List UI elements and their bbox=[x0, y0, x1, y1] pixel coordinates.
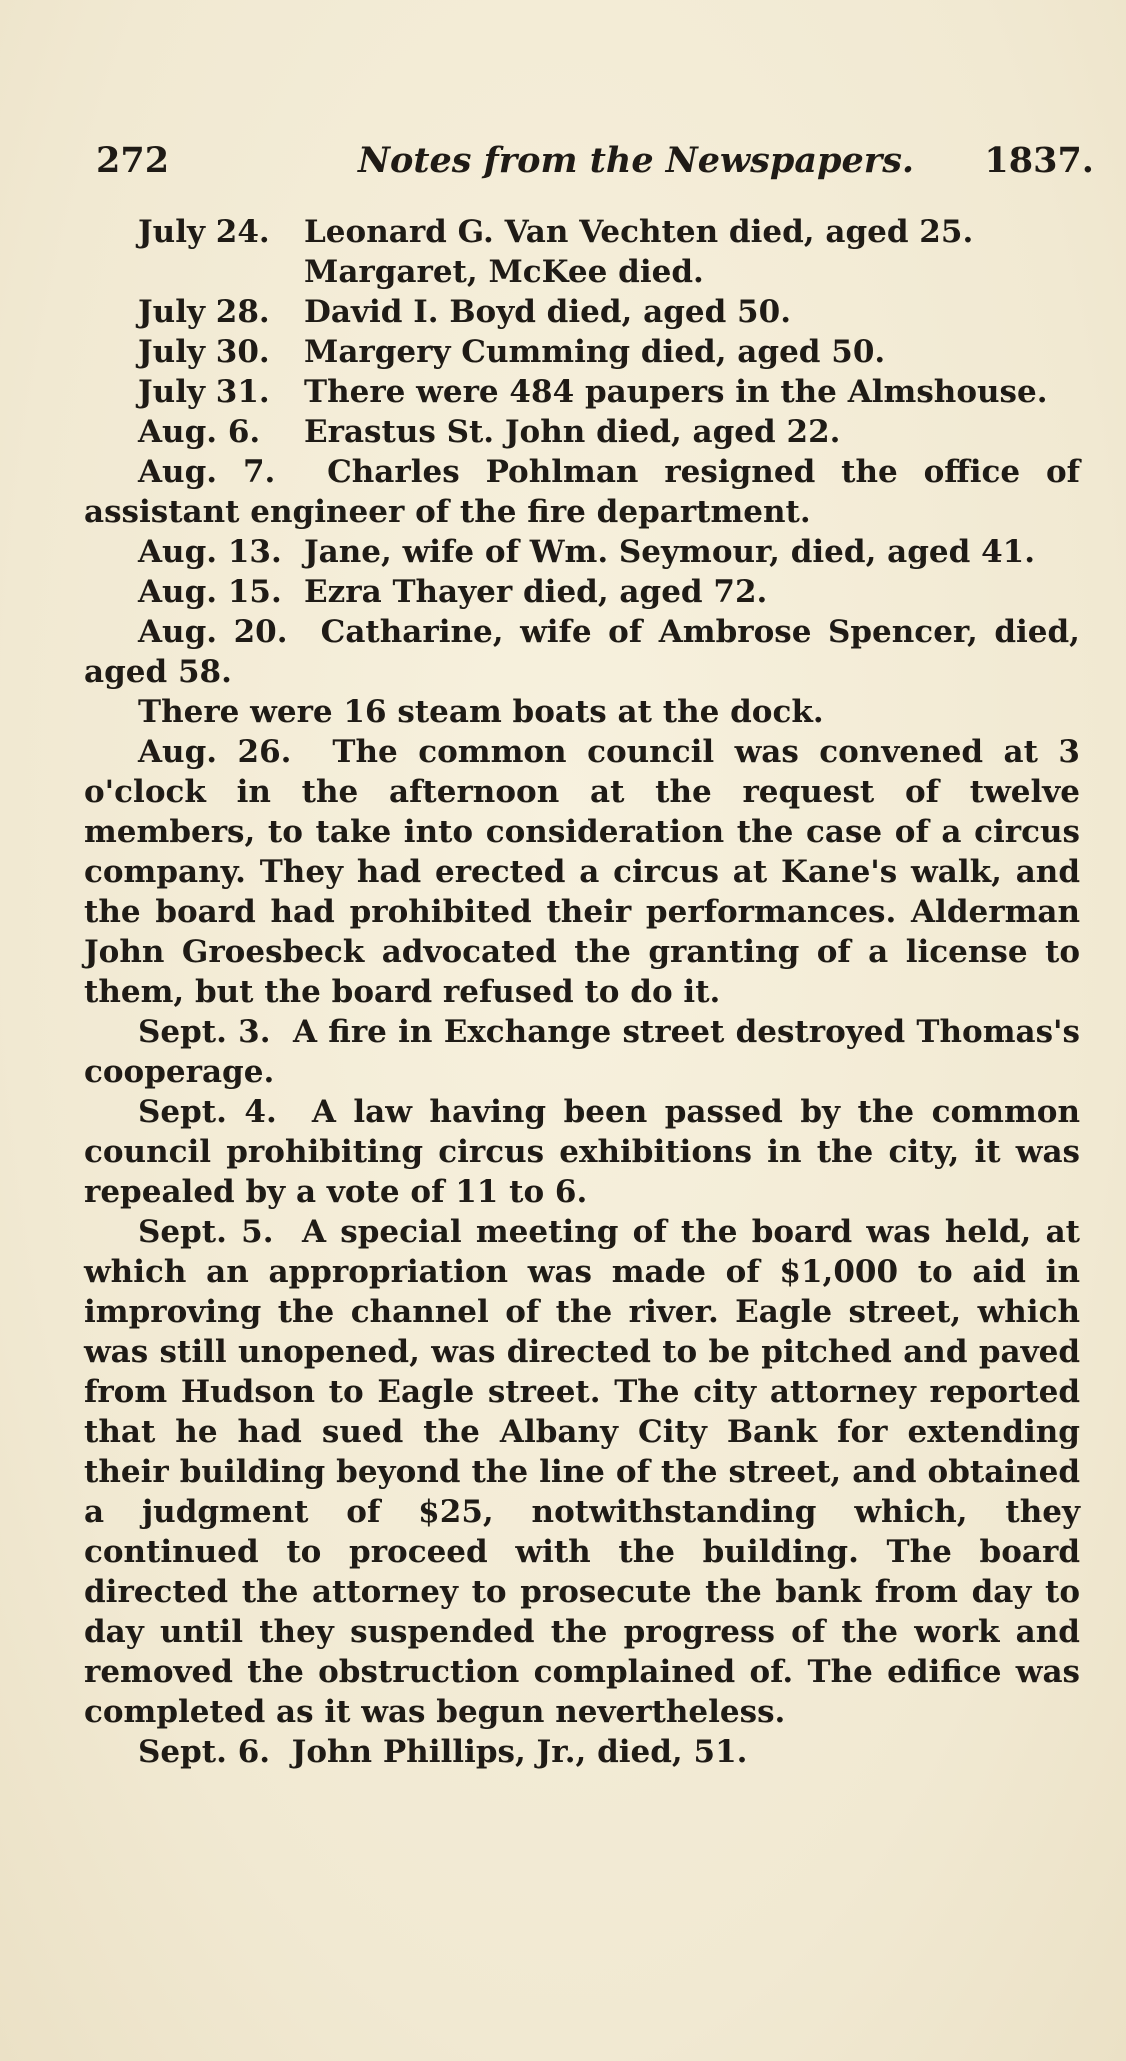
entry-date: July 31. bbox=[138, 374, 270, 410]
entry-text: A special meeting of the board was held, at which an appropriation was made of $1,000 to aid in improving the channel of the river. Eagle street, which was still unopened, was directed to be pitched and paved from Hudson to Eagle street. The city attorney reported that he had sued the Albany City Bank for extending their building beyond the line of the street, and obtained a judgment of $25, notwithstanding which, they continued to proceed with the building. The board directed the attorney to prosecute the bank from day to day until they suspended the progress of the work and removed the obstruction complained of. The edifice was completed as it was begun nevertheless. bbox=[84, 1214, 1080, 1730]
entry-text: Erastus St. John died, aged 22. bbox=[304, 414, 841, 450]
entry-date: Sept. 4. bbox=[138, 1094, 277, 1130]
entry-aug-20-continued bbox=[84, 692, 1080, 732]
entry-aug-15 bbox=[84, 572, 1080, 612]
entry-text: The common council was convened at 3 o'clock in the afternoon at the request of twelve members, to take into consideration the case of a circus company. They had erected a circus at Kane's walk, and the board had prohibited their performances. Alderman John Groesbeck advocated the granting of a license to them, but the board refused to do it. bbox=[84, 734, 1080, 1010]
entry-text: John Phillips, Jr., died, 51. bbox=[291, 1734, 748, 1770]
entry-aug-13 bbox=[84, 532, 1080, 572]
entry-date: Sept. 5. bbox=[138, 1214, 274, 1250]
running-title: Notes from the Newspapers. bbox=[358, 140, 915, 181]
entry-date: Aug. 26. bbox=[138, 734, 292, 770]
entry-text: There were 484 paupers in the Almshouse. bbox=[304, 374, 1048, 410]
entry-july-24-continued bbox=[84, 252, 1080, 292]
entry-date: Sept. 6. bbox=[138, 1734, 271, 1770]
entry-july-30 bbox=[84, 332, 1080, 372]
entry-date: Aug. 20. bbox=[138, 614, 288, 650]
notes-body bbox=[84, 212, 1080, 1772]
header-year: 1837. bbox=[984, 140, 1094, 181]
entry-text: Leonard G. Van Vechten died, aged 25. bbox=[304, 214, 974, 250]
entry-text: Ezra Thayer died, aged 72. bbox=[304, 574, 768, 610]
entry-date: Aug. 7. bbox=[138, 454, 276, 490]
entry-text: Jane, wife of Wm. Seymour, died, aged 41. bbox=[304, 534, 1036, 570]
entry-date: Sept. 3. bbox=[138, 1014, 271, 1050]
entry-sept-5 bbox=[84, 1212, 1080, 1732]
entry-july-24 bbox=[84, 212, 1080, 252]
entry-text: A law having been passed by the common council prohibiting circus exhibitions in the city, it was repealed by a vote of 11 to 6. bbox=[84, 1094, 1080, 1210]
entry-sept-6 bbox=[84, 1732, 1080, 1772]
entry-sept-3 bbox=[84, 1012, 1080, 1092]
entry-sept-4 bbox=[84, 1092, 1080, 1212]
entry-text: David I. Boyd died, aged 50. bbox=[304, 294, 791, 330]
entry-aug-26 bbox=[84, 732, 1080, 1012]
entry-text: There were 16 steam boats at the dock. bbox=[138, 694, 824, 730]
entry-date: Aug. 13. bbox=[138, 534, 282, 570]
entry-text: Margery Cumming died, aged 50. bbox=[304, 334, 886, 370]
entry-date: July 28. bbox=[138, 294, 270, 330]
entry-text: Charles Pohlman resigned the office of assistant engineer of the fire department. bbox=[84, 454, 1080, 530]
running-header bbox=[96, 140, 1094, 190]
entry-text: Catharine, wife of Ambrose Spencer, died, aged 58. bbox=[84, 614, 1080, 690]
entry-date: Aug. 6. bbox=[138, 414, 261, 450]
entry-july-28 bbox=[84, 292, 1080, 332]
entry-text: Margaret, McKee died. bbox=[304, 254, 704, 290]
entry-july-31 bbox=[84, 372, 1080, 412]
entry-aug-7 bbox=[84, 452, 1080, 532]
entry-aug-6 bbox=[84, 412, 1080, 452]
entry-date: July 24. bbox=[138, 214, 270, 250]
entry-aug-20 bbox=[84, 612, 1080, 692]
entry-date: Aug. 15. bbox=[138, 574, 282, 610]
page-number: 272 bbox=[96, 140, 170, 181]
entry-date: July 30. bbox=[138, 334, 270, 370]
entry-text: A fire in Exchange street destroyed Thomas's cooperage. bbox=[84, 1014, 1080, 1090]
